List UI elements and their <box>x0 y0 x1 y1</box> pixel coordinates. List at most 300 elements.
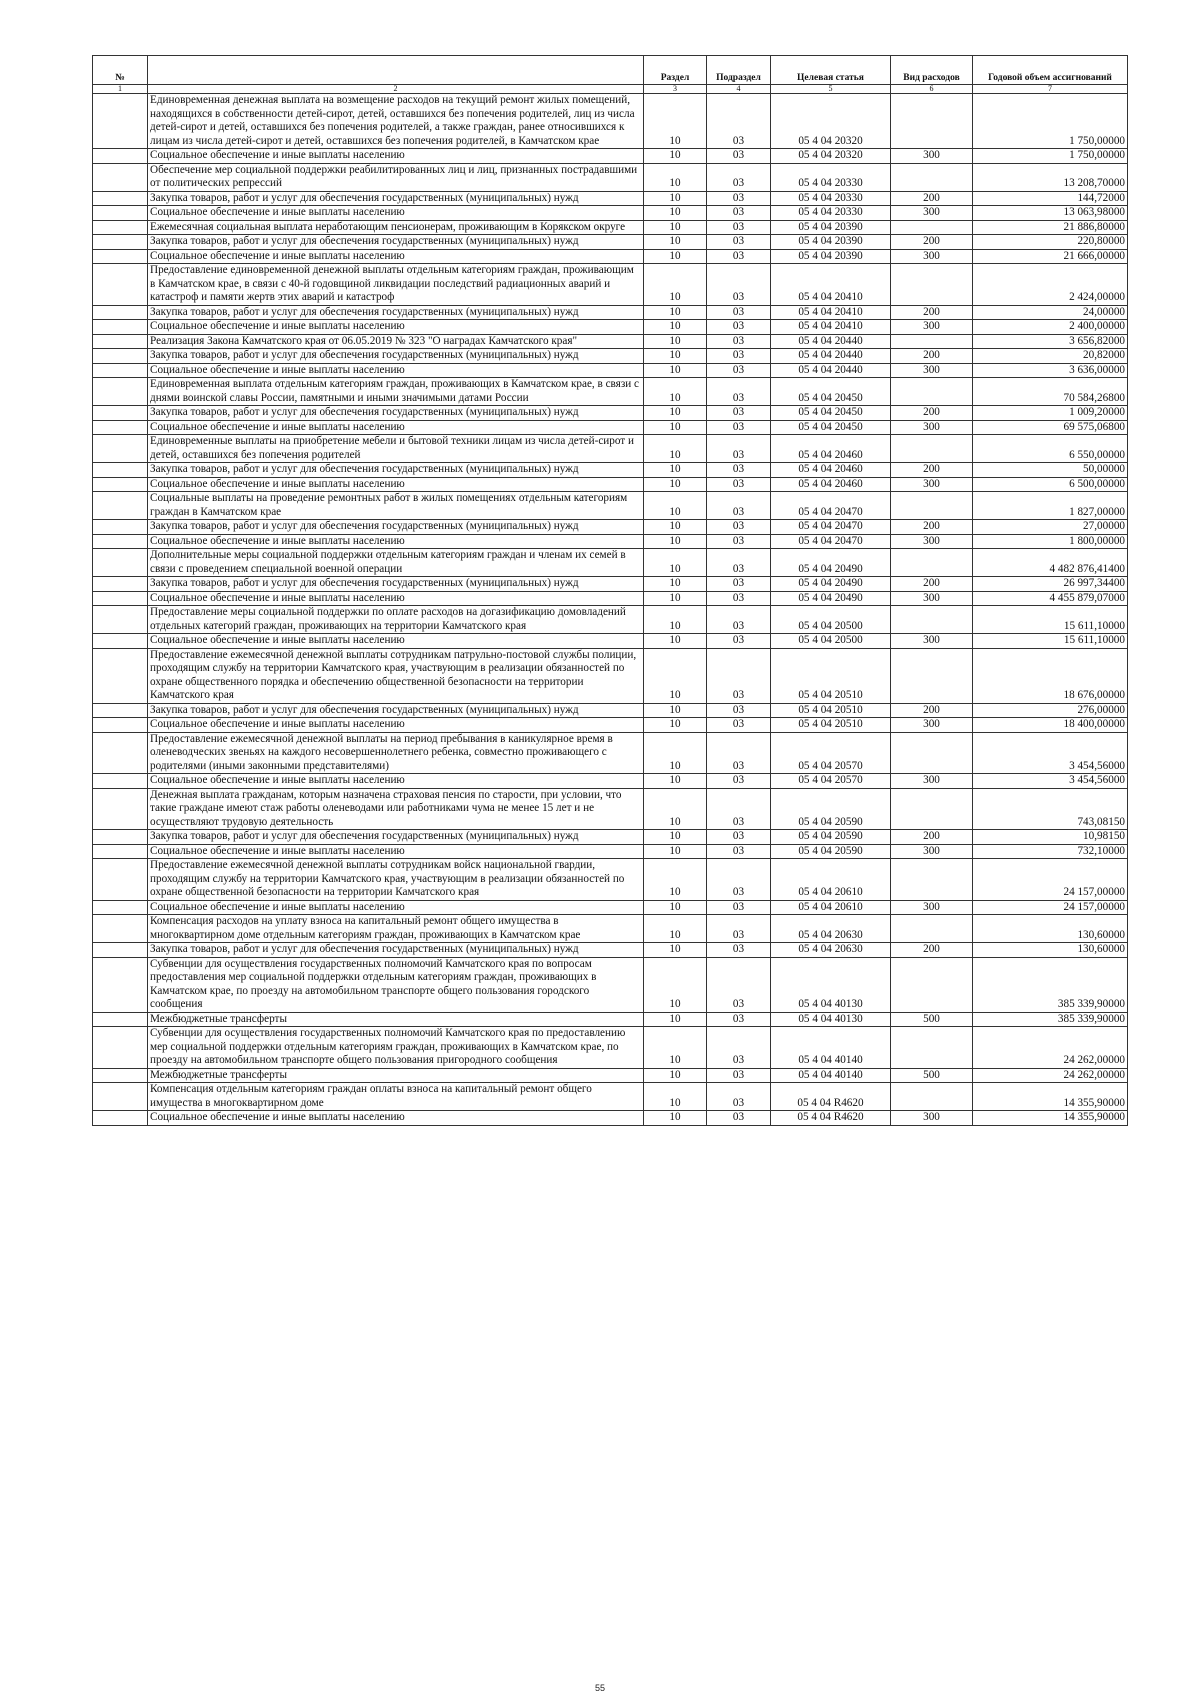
row-subsection-cell: 03 <box>707 477 771 492</box>
row-article-cell: 05 4 04 20460 <box>771 463 891 478</box>
row-article-cell: 05 4 04 20390 <box>771 249 891 264</box>
row-number-cell <box>93 191 148 206</box>
row-name-cell: Предоставление ежемесячной денежной выплаты сотрудникам войск национальной гвардии, проходящим службу на территории Камчатского края, участвующим в реализации обязанностей по охране общественной безопасности на территории Камчатского края <box>148 859 644 901</box>
row-article-cell: 05 4 04 20390 <box>771 220 891 235</box>
row-amount-cell: 21 886,80000 <box>973 220 1128 235</box>
row-name-cell: Субвенции для осуществления государственных полномочий Камчатского края по вопросам предоставления мер социальной поддержки отдельным категориям граждан, проживающих в Камчатском крае, по проезду на автомобильном транспорте общего пользования городского сообщения <box>148 957 644 1012</box>
row-kind-cell <box>891 492 973 520</box>
row-number-cell <box>93 220 148 235</box>
row-subsection-cell: 03 <box>707 1068 771 1083</box>
row-name-cell: Социальное обеспечение и иные выплаты населению <box>148 718 644 733</box>
header-subsection: Подраздел <box>707 56 771 85</box>
table-row <box>93 406 1128 421</box>
row-article-cell: 05 4 04 20500 <box>771 606 891 634</box>
row-name-cell: Субвенции для осуществления государственных полномочий Камчатского края по предоставлению мер социальной поддержки отдельным категориям граждан, проживающих в Камчатском крае, по проезду на автомобильном транспорте общего пользования пригородного сообщения <box>148 1027 644 1069</box>
row-section-cell: 10 <box>644 206 707 221</box>
row-kind-cell: 200 <box>891 703 973 718</box>
row-subsection-cell: 03 <box>707 915 771 943</box>
row-subsection-cell: 03 <box>707 1027 771 1069</box>
row-name-cell: Социальное обеспечение и иные выплаты населению <box>148 477 644 492</box>
row-amount-cell: 385 339,90000 <box>973 1012 1128 1027</box>
row-amount-cell: 70 584,26800 <box>973 378 1128 406</box>
row-amount-cell: 13 208,70000 <box>973 163 1128 191</box>
table-row <box>93 1111 1128 1126</box>
row-name-cell: Обеспечение мер социальной поддержки реабилитированных лиц и лиц, признанных пострадавшими от политических репрессий <box>148 163 644 191</box>
row-number-cell <box>93 943 148 958</box>
row-amount-cell: 24 262,00000 <box>973 1027 1128 1069</box>
table-row <box>93 534 1128 549</box>
row-section-cell: 10 <box>644 549 707 577</box>
table-row <box>93 163 1128 191</box>
row-section-cell: 10 <box>644 703 707 718</box>
row-amount-cell: 1 009,20000 <box>973 406 1128 421</box>
table-row <box>93 844 1128 859</box>
row-section-cell: 10 <box>644 915 707 943</box>
table-row <box>93 830 1128 845</box>
row-name-cell: Закупка товаров, работ и услуг для обеспечения государственных (муниципальных) нужд <box>148 943 644 958</box>
row-article-cell: 05 4 04 20410 <box>771 264 891 306</box>
row-section-cell: 10 <box>644 520 707 535</box>
row-article-cell: 05 4 04 20410 <box>771 320 891 335</box>
row-section-cell: 10 <box>644 1111 707 1126</box>
row-section-cell: 10 <box>644 718 707 733</box>
row-section-cell: 10 <box>644 534 707 549</box>
row-kind-cell <box>891 957 973 1012</box>
row-kind-cell <box>891 788 973 830</box>
row-number-cell <box>93 774 148 789</box>
row-amount-cell: 24 157,00000 <box>973 859 1128 901</box>
row-name-cell: Предоставление единовременной денежной выплаты отдельным категориям граждан, проживающим в Камчатском крае, в связи с 40-й годовщиной ликвидации последствий радиационных аварий и катастроф и памяти жертв этих аварий и катастроф <box>148 264 644 306</box>
row-subsection-cell: 03 <box>707 703 771 718</box>
table-row <box>93 477 1128 492</box>
row-section-cell: 10 <box>644 900 707 915</box>
row-amount-cell: 6 550,00000 <box>973 435 1128 463</box>
row-article-cell: 05 4 04 20570 <box>771 732 891 774</box>
row-kind-cell: 500 <box>891 1068 973 1083</box>
row-amount-cell: 1 827,00000 <box>973 492 1128 520</box>
row-article-cell: 05 4 04 40140 <box>771 1027 891 1069</box>
row-kind-cell: 200 <box>891 577 973 592</box>
row-amount-cell: 144,72000 <box>973 191 1128 206</box>
row-name-cell: Единовременная денежная выплата на возмещение расходов на текущий ремонт жилых помещений, находящихся в собственности детей-сирот, детей, оставшихся без попечения родителей, лиц из числа детей-сирот и детей, оставшихся без попечения родителей, а также граждан, ранее относившихся к лицам из числа детей-сирот и детей, оставшихся без попечения родителей, в Камчатском крае <box>148 94 644 149</box>
row-kind-cell <box>891 915 973 943</box>
row-subsection-cell: 03 <box>707 149 771 164</box>
row-article-cell: 05 4 04 20630 <box>771 915 891 943</box>
row-section-cell: 10 <box>644 435 707 463</box>
row-number-cell <box>93 420 148 435</box>
row-name-cell: Дополнительные меры социальной поддержки отдельным категориям граждан и членам их семей в связи с проведением специальной военной операции <box>148 549 644 577</box>
row-kind-cell: 300 <box>891 634 973 649</box>
row-subsection-cell: 03 <box>707 606 771 634</box>
row-section-cell: 10 <box>644 1012 707 1027</box>
row-kind-cell: 200 <box>891 830 973 845</box>
row-kind-cell: 300 <box>891 363 973 378</box>
table-row <box>93 703 1128 718</box>
row-amount-cell: 4 482 876,41400 <box>973 549 1128 577</box>
row-kind-cell: 200 <box>891 463 973 478</box>
table-row <box>93 235 1128 250</box>
row-subsection-cell: 03 <box>707 943 771 958</box>
row-section-cell: 10 <box>644 477 707 492</box>
row-article-cell: 05 4 04 20510 <box>771 703 891 718</box>
row-kind-cell: 200 <box>891 406 973 421</box>
table-row <box>93 606 1128 634</box>
table-row <box>93 788 1128 830</box>
index-row <box>93 85 1128 94</box>
row-section-cell: 10 <box>644 1027 707 1069</box>
row-subsection-cell: 03 <box>707 320 771 335</box>
row-number-cell <box>93 1083 148 1111</box>
row-name-cell: Предоставление ежемесячной денежной выплаты на период пребывания в каникулярное время в оленеводческих звеньях на каждого несовершеннолетнего ребенка, совместно проживающего с родителями (иными законными представителями) <box>148 732 644 774</box>
row-name-cell: Социальное обеспечение и иные выплаты населению <box>148 844 644 859</box>
table-row <box>93 520 1128 535</box>
row-article-cell: 05 4 04 R4620 <box>771 1111 891 1126</box>
row-subsection-cell: 03 <box>707 334 771 349</box>
row-number-cell <box>93 634 148 649</box>
row-number-cell <box>93 534 148 549</box>
row-kind-cell <box>891 1027 973 1069</box>
row-kind-cell: 200 <box>891 235 973 250</box>
row-number-cell <box>93 249 148 264</box>
row-subsection-cell: 03 <box>707 591 771 606</box>
row-amount-cell: 27,00000 <box>973 520 1128 535</box>
row-number-cell <box>93 406 148 421</box>
row-name-cell: Социальное обеспечение и иные выплаты населению <box>148 149 644 164</box>
row-name-cell: Компенсация расходов на уплату взноса на капитальный ремонт общего имущества в многоквартирном доме отдельным категориям граждан, проживающих в Камчатском крае <box>148 915 644 943</box>
row-section-cell: 10 <box>644 1083 707 1111</box>
row-number-cell <box>93 149 148 164</box>
row-name-cell: Межбюджетные трансферты <box>148 1012 644 1027</box>
row-section-cell: 10 <box>644 634 707 649</box>
table-row <box>93 1083 1128 1111</box>
row-number-cell <box>93 915 148 943</box>
row-name-cell: Закупка товаров, работ и услуг для обеспечения государственных (муниципальных) нужд <box>148 830 644 845</box>
row-section-cell: 10 <box>644 859 707 901</box>
row-name-cell: Единовременная выплата отдельным категориям граждан, проживающих в Камчатском крае, в связи с днями воинской славы России, памятными и иными значимыми датами России <box>148 378 644 406</box>
table-header <box>93 56 1128 94</box>
row-section-cell: 10 <box>644 220 707 235</box>
row-number-cell <box>93 577 148 592</box>
row-kind-cell: 300 <box>891 249 973 264</box>
row-amount-cell: 2 400,00000 <box>973 320 1128 335</box>
table-row <box>93 320 1128 335</box>
row-article-cell: 05 4 04 R4620 <box>771 1083 891 1111</box>
row-section-cell: 10 <box>644 163 707 191</box>
row-number-cell <box>93 703 148 718</box>
row-subsection-cell: 03 <box>707 206 771 221</box>
row-number-cell <box>93 463 148 478</box>
row-article-cell: 05 4 04 40140 <box>771 1068 891 1083</box>
table-row <box>93 206 1128 221</box>
row-kind-cell: 200 <box>891 349 973 364</box>
table-row <box>93 1027 1128 1069</box>
row-name-cell: Закупка товаров, работ и услуг для обеспечения государственных (муниципальных) нужд <box>148 703 644 718</box>
row-kind-cell: 300 <box>891 774 973 789</box>
table-row <box>93 943 1128 958</box>
row-name-cell: Социальное обеспечение и иные выплаты населению <box>148 206 644 221</box>
row-article-cell: 05 4 04 20440 <box>771 363 891 378</box>
row-section-cell: 10 <box>644 732 707 774</box>
row-number-cell <box>93 844 148 859</box>
row-kind-cell <box>891 264 973 306</box>
header-article: Целевая статья <box>771 56 891 85</box>
row-number-cell <box>93 648 148 703</box>
row-subsection-cell: 03 <box>707 220 771 235</box>
row-section-cell: 10 <box>644 830 707 845</box>
row-subsection-cell: 03 <box>707 435 771 463</box>
table-row <box>93 549 1128 577</box>
table-row <box>93 591 1128 606</box>
row-number-cell <box>93 320 148 335</box>
table-row <box>93 349 1128 364</box>
row-subsection-cell: 03 <box>707 900 771 915</box>
row-article-cell: 05 4 04 20450 <box>771 378 891 406</box>
row-number-cell <box>93 830 148 845</box>
row-article-cell: 05 4 04 20570 <box>771 774 891 789</box>
table-row <box>93 1012 1128 1027</box>
row-article-cell: 05 4 04 20500 <box>771 634 891 649</box>
index-cell: 4 <box>707 85 771 94</box>
row-number-cell <box>93 492 148 520</box>
row-amount-cell: 385 339,90000 <box>973 957 1128 1012</box>
row-section-cell: 10 <box>644 577 707 592</box>
row-section-cell: 10 <box>644 606 707 634</box>
row-section-cell: 10 <box>644 943 707 958</box>
table-row <box>93 191 1128 206</box>
row-amount-cell: 220,80000 <box>973 235 1128 250</box>
row-amount-cell: 15 611,10000 <box>973 634 1128 649</box>
row-subsection-cell: 03 <box>707 378 771 406</box>
row-kind-cell <box>891 606 973 634</box>
row-article-cell: 05 4 04 20440 <box>771 334 891 349</box>
row-name-cell: Социальное обеспечение и иные выплаты населению <box>148 1111 644 1126</box>
row-subsection-cell: 03 <box>707 577 771 592</box>
row-name-cell: Социальное обеспечение и иные выплаты населению <box>148 420 644 435</box>
table-row <box>93 420 1128 435</box>
row-article-cell: 05 4 04 20630 <box>771 943 891 958</box>
table-row <box>93 94 1128 149</box>
row-section-cell: 10 <box>644 406 707 421</box>
row-number-cell <box>93 957 148 1012</box>
row-article-cell: 05 4 04 20330 <box>771 163 891 191</box>
header-kind: Вид расходов <box>891 56 973 85</box>
row-article-cell: 05 4 04 20470 <box>771 520 891 535</box>
row-subsection-cell: 03 <box>707 859 771 901</box>
row-amount-cell: 743,08150 <box>973 788 1128 830</box>
row-subsection-cell: 03 <box>707 844 771 859</box>
table-row <box>93 957 1128 1012</box>
row-subsection-cell: 03 <box>707 534 771 549</box>
row-number-cell <box>93 435 148 463</box>
header-section: Раздел <box>644 56 707 85</box>
row-amount-cell: 21 666,00000 <box>973 249 1128 264</box>
row-amount-cell: 50,00000 <box>973 463 1128 478</box>
row-subsection-cell: 03 <box>707 305 771 320</box>
row-subsection-cell: 03 <box>707 363 771 378</box>
table-row <box>93 264 1128 306</box>
table-row <box>93 492 1128 520</box>
row-article-cell: 05 4 04 20610 <box>771 900 891 915</box>
row-amount-cell: 13 063,98000 <box>973 206 1128 221</box>
row-kind-cell: 300 <box>891 718 973 733</box>
row-number-cell <box>93 349 148 364</box>
row-number-cell <box>93 1012 148 1027</box>
row-article-cell: 05 4 04 20410 <box>771 305 891 320</box>
row-name-cell: Социальное обеспечение и иные выплаты населению <box>148 591 644 606</box>
row-kind-cell <box>891 549 973 577</box>
row-kind-cell <box>891 648 973 703</box>
row-amount-cell: 18 400,00000 <box>973 718 1128 733</box>
table-row <box>93 305 1128 320</box>
row-article-cell: 05 4 04 20490 <box>771 577 891 592</box>
row-article-cell: 05 4 04 20470 <box>771 492 891 520</box>
row-article-cell: 05 4 04 20510 <box>771 648 891 703</box>
row-article-cell: 05 4 04 20460 <box>771 477 891 492</box>
row-name-cell: Закупка товаров, работ и услуг для обеспечения государственных (муниципальных) нужд <box>148 406 644 421</box>
row-section-cell: 10 <box>644 320 707 335</box>
row-amount-cell: 3 454,56000 <box>973 774 1128 789</box>
row-number-cell <box>93 477 148 492</box>
row-kind-cell: 200 <box>891 520 973 535</box>
row-kind-cell: 300 <box>891 1111 973 1126</box>
row-name-cell: Закупка товаров, работ и услуг для обеспечения государственных (муниципальных) нужд <box>148 235 644 250</box>
row-section-cell: 10 <box>644 957 707 1012</box>
row-article-cell: 05 4 04 20610 <box>771 859 891 901</box>
row-amount-cell: 1 800,00000 <box>973 534 1128 549</box>
row-subsection-cell: 03 <box>707 1012 771 1027</box>
row-subsection-cell: 03 <box>707 235 771 250</box>
row-section-cell: 10 <box>644 249 707 264</box>
row-kind-cell <box>891 435 973 463</box>
row-number-cell <box>93 900 148 915</box>
row-number-cell <box>93 334 148 349</box>
row-name-cell: Социальное обеспечение и иные выплаты населению <box>148 534 644 549</box>
row-subsection-cell: 03 <box>707 788 771 830</box>
row-amount-cell: 3 636,00000 <box>973 363 1128 378</box>
row-number-cell <box>93 163 148 191</box>
row-article-cell: 05 4 04 20390 <box>771 235 891 250</box>
row-name-cell: Реализация Закона Камчатского края от 06.05.2019 № 323 "О наградах Камчатского края" <box>148 334 644 349</box>
index-cell: 1 <box>93 85 148 94</box>
table-row <box>93 577 1128 592</box>
table-row <box>93 334 1128 349</box>
row-kind-cell <box>891 859 973 901</box>
row-name-cell: Единовременные выплаты на приобретение мебели и бытовой техники лицам из числа детей-сирот и детей, оставшихся без попечения родителей <box>148 435 644 463</box>
row-article-cell: 05 4 04 20460 <box>771 435 891 463</box>
table-row <box>93 732 1128 774</box>
row-kind-cell <box>891 334 973 349</box>
row-number-cell <box>93 606 148 634</box>
header-num: № <box>93 56 148 85</box>
row-amount-cell: 10,98150 <box>973 830 1128 845</box>
row-amount-cell: 26 997,34400 <box>973 577 1128 592</box>
row-number-cell <box>93 591 148 606</box>
row-kind-cell: 200 <box>891 305 973 320</box>
budget-table <box>92 55 1128 1126</box>
row-amount-cell: 24 262,00000 <box>973 1068 1128 1083</box>
row-amount-cell: 24 157,00000 <box>973 900 1128 915</box>
table-row <box>93 718 1128 733</box>
index-cell: 5 <box>771 85 891 94</box>
row-name-cell: Закупка товаров, работ и услуг для обеспечения государственных (муниципальных) нужд <box>148 191 644 206</box>
row-number-cell <box>93 788 148 830</box>
row-subsection-cell: 03 <box>707 94 771 149</box>
index-cell: 2 <box>148 85 644 94</box>
table-body <box>93 94 1128 1126</box>
row-section-cell: 10 <box>644 149 707 164</box>
row-kind-cell: 300 <box>891 420 973 435</box>
row-subsection-cell: 03 <box>707 718 771 733</box>
row-number-cell <box>93 378 148 406</box>
table-row <box>93 149 1128 164</box>
row-amount-cell: 20,82000 <box>973 349 1128 364</box>
row-number-cell <box>93 305 148 320</box>
row-name-cell: Социальное обеспечение и иные выплаты населению <box>148 774 644 789</box>
row-section-cell: 10 <box>644 492 707 520</box>
table-row <box>93 249 1128 264</box>
index-cell: 3 <box>644 85 707 94</box>
row-kind-cell: 300 <box>891 320 973 335</box>
row-section-cell: 10 <box>644 420 707 435</box>
row-number-cell <box>93 1027 148 1069</box>
row-number-cell <box>93 859 148 901</box>
table-row <box>93 220 1128 235</box>
row-article-cell: 05 4 04 20320 <box>771 94 891 149</box>
row-name-cell: Закупка товаров, работ и услуг для обеспечения государственных (муниципальных) нужд <box>148 520 644 535</box>
row-amount-cell: 14 355,90000 <box>973 1083 1128 1111</box>
table-row <box>93 463 1128 478</box>
row-name-cell: Социальное обеспечение и иные выплаты населению <box>148 363 644 378</box>
row-amount-cell: 1 750,00000 <box>973 94 1128 149</box>
row-section-cell: 10 <box>644 1068 707 1083</box>
row-article-cell: 05 4 04 20590 <box>771 844 891 859</box>
row-subsection-cell: 03 <box>707 634 771 649</box>
row-subsection-cell: 03 <box>707 163 771 191</box>
row-subsection-cell: 03 <box>707 249 771 264</box>
row-section-cell: 10 <box>644 774 707 789</box>
row-number-cell <box>93 718 148 733</box>
table-row <box>93 363 1128 378</box>
row-number-cell <box>93 520 148 535</box>
row-section-cell: 10 <box>644 191 707 206</box>
row-article-cell: 05 4 04 40130 <box>771 957 891 1012</box>
row-name-cell: Социальное обеспечение и иные выплаты населению <box>148 320 644 335</box>
row-subsection-cell: 03 <box>707 191 771 206</box>
row-amount-cell: 24,00000 <box>973 305 1128 320</box>
row-kind-cell: 300 <box>891 534 973 549</box>
row-name-cell: Социальное обеспечение и иные выплаты населению <box>148 634 644 649</box>
row-amount-cell: 18 676,00000 <box>973 648 1128 703</box>
row-name-cell: Закупка товаров, работ и услуг для обеспечения государственных (муниципальных) нужд <box>148 463 644 478</box>
row-name-cell: Социальное обеспечение и иные выплаты населению <box>148 249 644 264</box>
row-kind-cell <box>891 163 973 191</box>
row-number-cell <box>93 1068 148 1083</box>
table-row <box>93 774 1128 789</box>
table-row <box>93 900 1128 915</box>
row-name-cell: Межбюджетные трансферты <box>148 1068 644 1083</box>
row-subsection-cell: 03 <box>707 549 771 577</box>
row-subsection-cell: 03 <box>707 406 771 421</box>
row-article-cell: 05 4 04 20490 <box>771 549 891 577</box>
row-article-cell: 05 4 04 40130 <box>771 1012 891 1027</box>
row-kind-cell <box>891 94 973 149</box>
row-article-cell: 05 4 04 20470 <box>771 534 891 549</box>
table-row <box>93 915 1128 943</box>
row-section-cell: 10 <box>644 463 707 478</box>
row-amount-cell: 130,60000 <box>973 943 1128 958</box>
row-article-cell: 05 4 04 20320 <box>771 149 891 164</box>
row-section-cell: 10 <box>644 378 707 406</box>
